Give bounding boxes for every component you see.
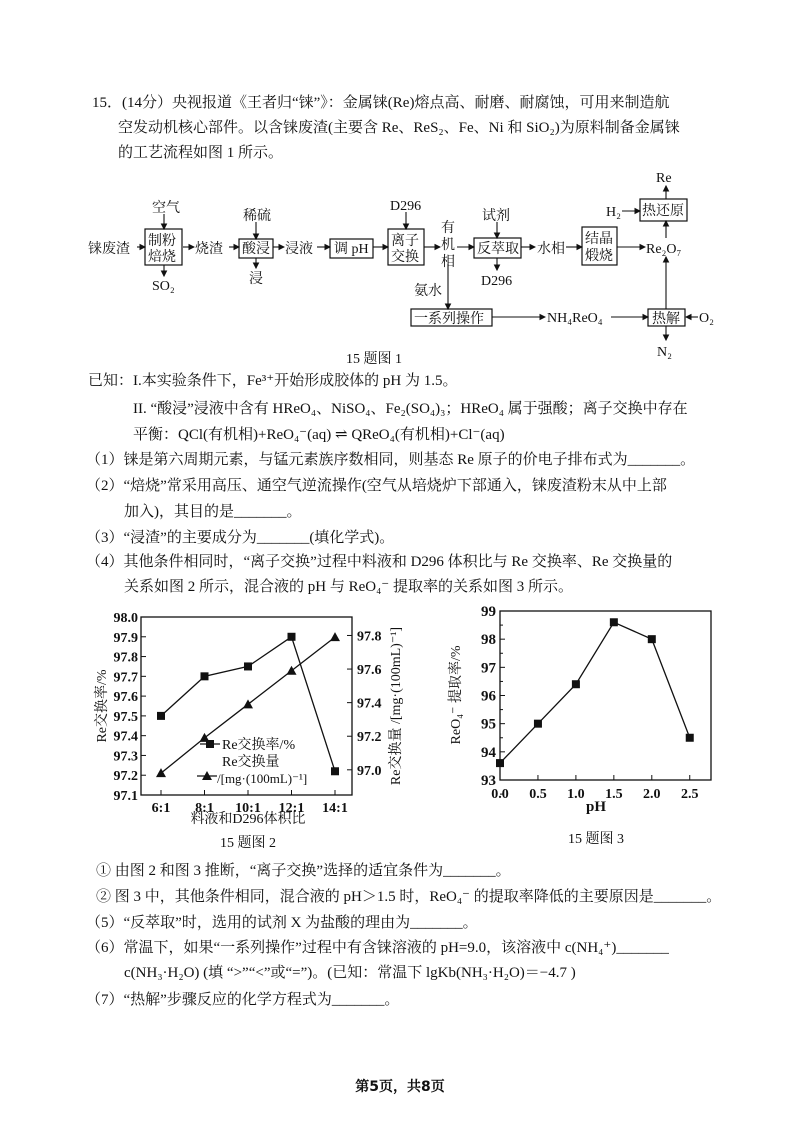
part-4-1: ① 由图 2 和图 3 推断，“离子交换”选择的适宜条件为_______。	[96, 863, 511, 879]
flow-ops: 一系列操作	[414, 312, 484, 327]
chart3-point	[648, 635, 656, 643]
chart2-amount-point	[243, 699, 253, 708]
flow-reagent: 试剂	[482, 209, 510, 224]
flow-residue: 浸	[249, 272, 263, 287]
flow-organic-2: 机	[441, 238, 455, 253]
chart2-rate-point	[244, 662, 252, 670]
part-4a: （4）其他条件相同时，“离子交换”过程中料液和 D296 体积比与 Re 交换率、Re 交换量的	[86, 554, 673, 570]
flow-cryst-1: 结晶	[585, 232, 613, 247]
chart2-y-label-right: Re交换量 /[mg·(100mL)⁻¹]	[389, 626, 404, 786]
chart3-y-tick-label: 99	[481, 604, 496, 620]
chart3-point	[572, 680, 580, 688]
chart3-x-tick-label: 2.5	[680, 787, 699, 802]
flow-adjust-ph: 调 pH	[334, 242, 369, 257]
chart3-y-tick-label: 95	[481, 716, 496, 733]
flow-ammonia: 氨水	[414, 284, 442, 299]
chart3-point	[686, 734, 694, 742]
flow-o2: O₂	[699, 311, 714, 326]
chart2-x-tick-label: 12:1	[278, 801, 305, 816]
chart2-right-tick-label: 97.4	[357, 696, 382, 712]
chart2-legend-amount-label-2: /[mg·(100mL)⁻¹]	[217, 771, 308, 786]
known-1: 已知：I.本实验条件下，Fe³⁺开始形成胶体的 pH 为 1.5。	[88, 373, 458, 389]
known-2: II. “酸浸”浸液中含有 HReO₄、NiSO₄、Fe₂(SO₄)₃；HReO₄ 属于强酸；离子交换中存在	[133, 401, 688, 417]
part-5: （5）“反萃取”时，选用的试剂 X 为盐酸的理由为_______。	[86, 915, 478, 931]
chart2-right-tick-label: 97.8	[357, 629, 382, 645]
flow-nh4reo4: NH₄ReO₄	[547, 311, 603, 326]
flow-n2: N₂	[657, 345, 672, 360]
chart2-legend-amount-label-1: Re交换量	[222, 755, 280, 770]
part-7: （7）“热解”步骤反应的化学方程式为_______。	[86, 992, 400, 1008]
flow-d296-out: D296	[481, 274, 513, 289]
flow-leachate: 浸液	[285, 242, 313, 257]
flow-strip: 反萃取	[477, 242, 519, 257]
flow-ion-1: 离子	[391, 234, 419, 249]
chart3-point	[496, 759, 504, 767]
chart2-x-label: 料液和D296体积比	[190, 812, 306, 827]
chart2-amount-point	[287, 666, 297, 675]
chart3-point	[534, 720, 542, 728]
chart2-left-tick-label: 97.2	[113, 769, 138, 785]
chart2-rate-point	[201, 672, 209, 680]
chart2-x-tick-label: 8:1	[195, 801, 214, 816]
flow-so2: SO₂	[152, 279, 175, 294]
part-4b: 关系如图 2 所示，混合液的 pH 与 ReO₄⁻ 提取率的关系如图 3 所示。	[124, 579, 573, 595]
part-2a: （2）“焙烧”常采用高压、通空气逆流操作(空气从培烧炉下部通入，铼废渣粉末从中上部	[86, 478, 667, 494]
part-2b: 加入)，其目的是_______。	[124, 504, 302, 520]
chart2-x-tick-label: 10:1	[235, 801, 261, 816]
figure-1-caption: 15 题图 1	[346, 352, 402, 367]
chart2-left-tick-label: 98.0	[113, 611, 138, 626]
chart3-y-tick-label: 93	[481, 773, 496, 789]
part-1: （1）铼是第六周期元素，与锰元素族序数相同，则基态 Re 原子的价电子排布式为_______。	[86, 452, 696, 468]
chart2-left-tick-label: 97.8	[113, 650, 138, 666]
chart3-y-label: ReO₄⁻ 提取率/%	[449, 645, 464, 745]
chart3-caption: 15 题图 3	[568, 832, 624, 847]
chart2-left-tick-label: 97.4	[113, 729, 138, 745]
flow-roast-2: 焙烧	[148, 250, 176, 265]
chart2-legend-rate-label: Re交换率/%	[222, 738, 296, 753]
part-3: （3）“浸渣”的主要成分为_______(填化学式)。	[86, 530, 395, 546]
flow-re2o7: Re₂O₇	[646, 242, 682, 257]
chart3-y-tick-label: 97	[481, 660, 496, 677]
chart2-left-tick-label: 97.9	[113, 630, 138, 646]
flow-ion-2: 交换	[391, 250, 419, 265]
part-4-2: ② 图 3 中，其他条件相同，混合液的 pH＞1.5 时，ReO₄⁻ 的提取率降低的主要原因是_______。	[96, 889, 722, 905]
chart3-y-tick-label: 96	[481, 688, 496, 705]
chart2-left-tick-label: 97.5	[113, 709, 138, 725]
chart3-x-tick-label: 1.0	[567, 787, 585, 802]
flow-re: Re	[656, 171, 672, 186]
chart3-y-tick-label: 98	[481, 632, 496, 649]
chart3-x-tick-label: 0.5	[529, 787, 547, 802]
chart2-legend-rate-marker	[206, 740, 214, 748]
part-6b: c(NH₃·H₂O) (填 “>”“<”或“=”)。(已知：常温下 lgKb(NH₃·H₂O)＝−4.7 )	[124, 965, 576, 981]
flow-air: 空气	[152, 201, 180, 216]
flow-organic-1: 有	[441, 221, 455, 236]
page-footer: 第5页，共8页	[355, 1079, 445, 1095]
chart2-rate-point	[331, 767, 339, 775]
chart2-left-tick-label: 97.6	[113, 690, 138, 706]
chart2-rate-point	[157, 712, 165, 720]
flow-organic-3: 相	[441, 255, 455, 270]
chart2-right-tick-label: 97.6	[357, 663, 382, 679]
flow-d296-in: D296	[390, 199, 422, 214]
known-3: 平衡：QCl(有机相)+ReO₄⁻(aq) ⇌ QReO₄(有机相)+Cl⁻(aq)	[133, 427, 505, 443]
question-line-3: 的工艺流程如图 1 所示。	[118, 145, 284, 161]
chart2-x-tick-label: 6:1	[151, 801, 171, 816]
flow-leach: 酸浸	[242, 242, 270, 257]
chart3-point	[610, 618, 618, 626]
question-line-2: 空发动机核心部件。以含铼废渣(主要含 Re、ReS₂、Fe、Ni 和 SiO₂)为原料制备金属铼	[118, 120, 680, 136]
chart2-x-tick-label: 14:1	[322, 801, 348, 816]
chart2-left-tick-label: 97.7	[113, 670, 138, 686]
part-6a: （6）常温下，如果“一系列操作”过程中有含铼溶液的 pH=9.0，该溶液中 c(NH₄⁺)_______	[86, 940, 669, 956]
chart3-x-tick-label: 2.0	[643, 787, 661, 802]
flow-cryst-2: 煅烧	[585, 249, 613, 264]
chart2-left-tick-label: 97.3	[113, 749, 138, 765]
chart2-right-tick-label: 97.2	[357, 730, 382, 746]
question-line-1: 15．(14分）央视报道《王者归“铼”》：金属铼(Re)熔点高、耐磨、耐腐蚀，可用来制造航	[92, 95, 670, 111]
chart3-y-tick-label: 94	[481, 744, 496, 761]
chart2-left-tick-label: 97.1	[113, 789, 138, 804]
flow-reduce: 热还原	[642, 204, 684, 219]
chart2-caption: 15 题图 2	[220, 836, 276, 851]
flow-h2: H₂	[606, 205, 621, 220]
chart2-y-label: Re交换率/%	[95, 669, 110, 743]
chart2-amount-point	[330, 632, 340, 641]
chart3-x-tick-label: 1.5	[605, 787, 623, 802]
flow-cinder: 烧渣	[195, 242, 223, 257]
flow-roast-1: 制粉	[148, 234, 176, 249]
chart3-x-label: pH	[585, 799, 607, 815]
chart2-right-tick-label: 97.0	[357, 763, 382, 779]
flow-water: 水相	[537, 242, 565, 257]
flow-acid: 稀硫	[243, 209, 271, 224]
chart3-x-tick-label: 0.0	[491, 787, 509, 802]
chart2-rate-point	[288, 633, 296, 641]
flow-start: 铼废渣	[88, 242, 130, 257]
chart3-series-line	[500, 622, 690, 763]
flow-pyro: 热解	[652, 312, 680, 327]
